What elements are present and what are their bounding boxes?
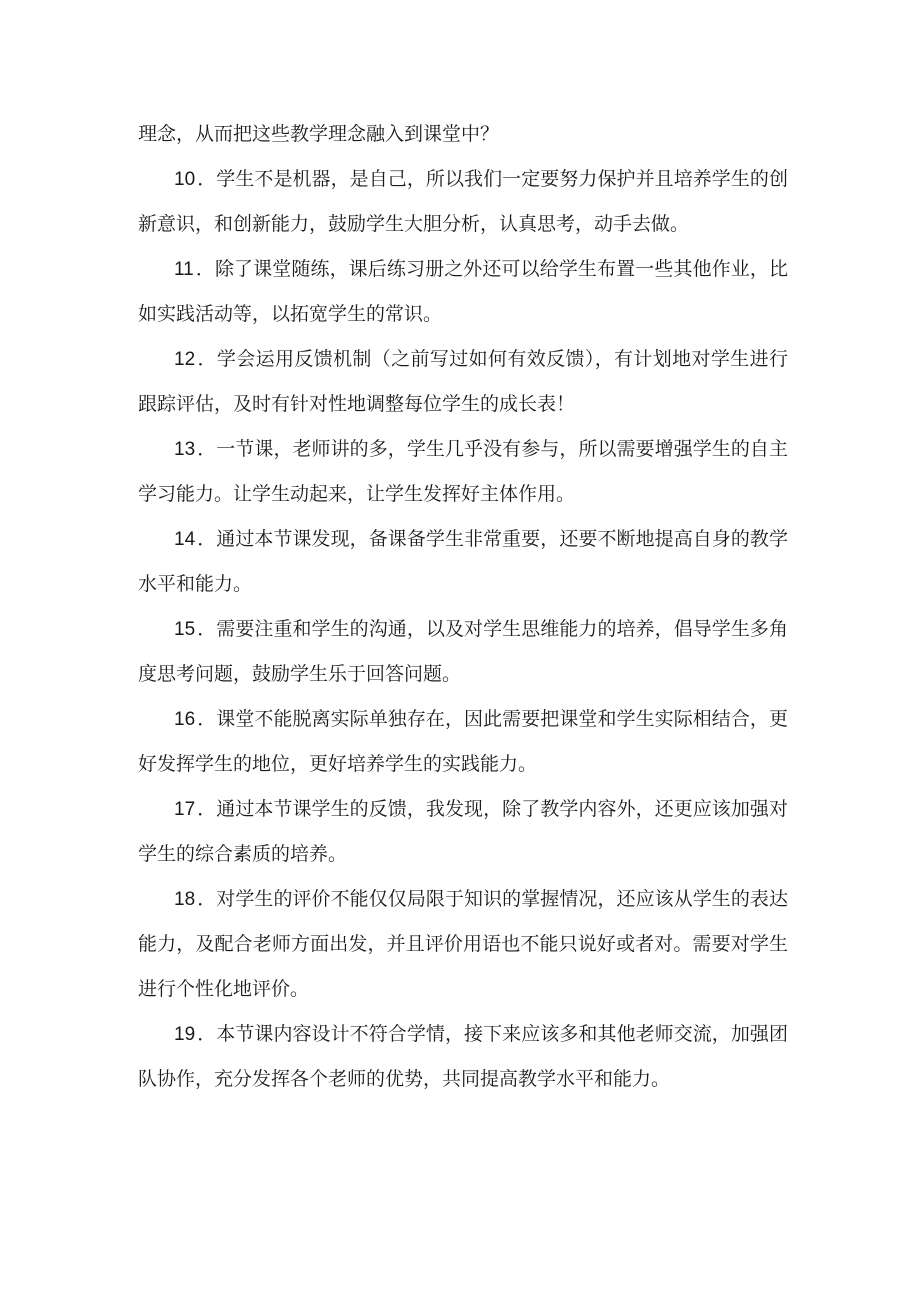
- item-text: ．对学生的评价不能仅仅局限于知识的掌握情况，还应该从学生的表达能力，及配合老师方面出发，并且评价用语也不能只说好或者对。需要对学生进行个性化地评价。: [138, 888, 788, 1000]
- list-item: [138, 787, 788, 877]
- item-text: ．学会运用反馈机制（之前写过如何有效反馈），有计划地对学生进行跟踪评估，及时有针对性地调整每位学生的成长表！: [138, 348, 788, 415]
- item-number: 19: [174, 1024, 196, 1045]
- item-number: 14: [174, 529, 196, 550]
- item-number: 10: [174, 169, 196, 190]
- list-item: [138, 607, 788, 697]
- item-number: 12: [174, 349, 196, 370]
- item-number: 11: [174, 259, 194, 280]
- item-text: ．课堂不能脱离实际单独存在，因此需要把课堂和学生实际相结合，更好发挥学生的地位，更好培养学生的实践能力。: [138, 708, 788, 775]
- list-item: [138, 247, 788, 337]
- list-item: [138, 157, 788, 247]
- item-text: ．本节课内容设计不符合学情，接下来应该多和其他老师交流，加强团队协作，充分发挥各个老师的优势，共同提高教学水平和能力。: [138, 1023, 788, 1090]
- list-item: [138, 427, 788, 517]
- list-item: [138, 517, 788, 607]
- item-number: 15: [174, 619, 196, 640]
- list-item: [138, 1012, 788, 1102]
- item-text: ．学生不是机器，是自己，所以我们一定要努力保护并且培养学生的创新意识，和创新能力，鼓励学生大胆分析，认真思考，动手去做。: [138, 168, 788, 235]
- item-text: ．需要注重和学生的沟通，以及对学生思维能力的培养，倡导学生多角度思考问题，鼓励学生乐于回答问题。: [138, 618, 788, 685]
- item-text: ．通过本节课学生的反馈，我发现，除了教学内容外，还更应该加强对学生的综合素质的培养。: [138, 798, 788, 865]
- item-number: 13: [174, 439, 196, 460]
- list-item: [138, 877, 788, 1012]
- item-number: 16: [174, 709, 196, 730]
- list-item: [138, 337, 788, 427]
- item-text: ．一节课，老师讲的多，学生几乎没有参与，所以需要增强学生的自主学习能力。让学生动起来，让学生发挥好主体作用。: [138, 438, 788, 505]
- continuation-paragraph: 理念，从而把这些教学理念融入到课堂中？: [138, 123, 500, 145]
- list-item: [138, 697, 788, 787]
- document-body: [138, 112, 788, 1102]
- item-number: 17: [174, 799, 196, 820]
- item-number: 18: [174, 889, 196, 910]
- item-text: ．除了课堂随练，课后练习册之外还可以给学生布置一些其他作业，比如实践活动等，以拓宽学生的常识。: [138, 258, 788, 325]
- item-text: ．通过本节课发现，备课备学生非常重要，还要不断地提高自身的教学水平和能力。: [138, 528, 788, 595]
